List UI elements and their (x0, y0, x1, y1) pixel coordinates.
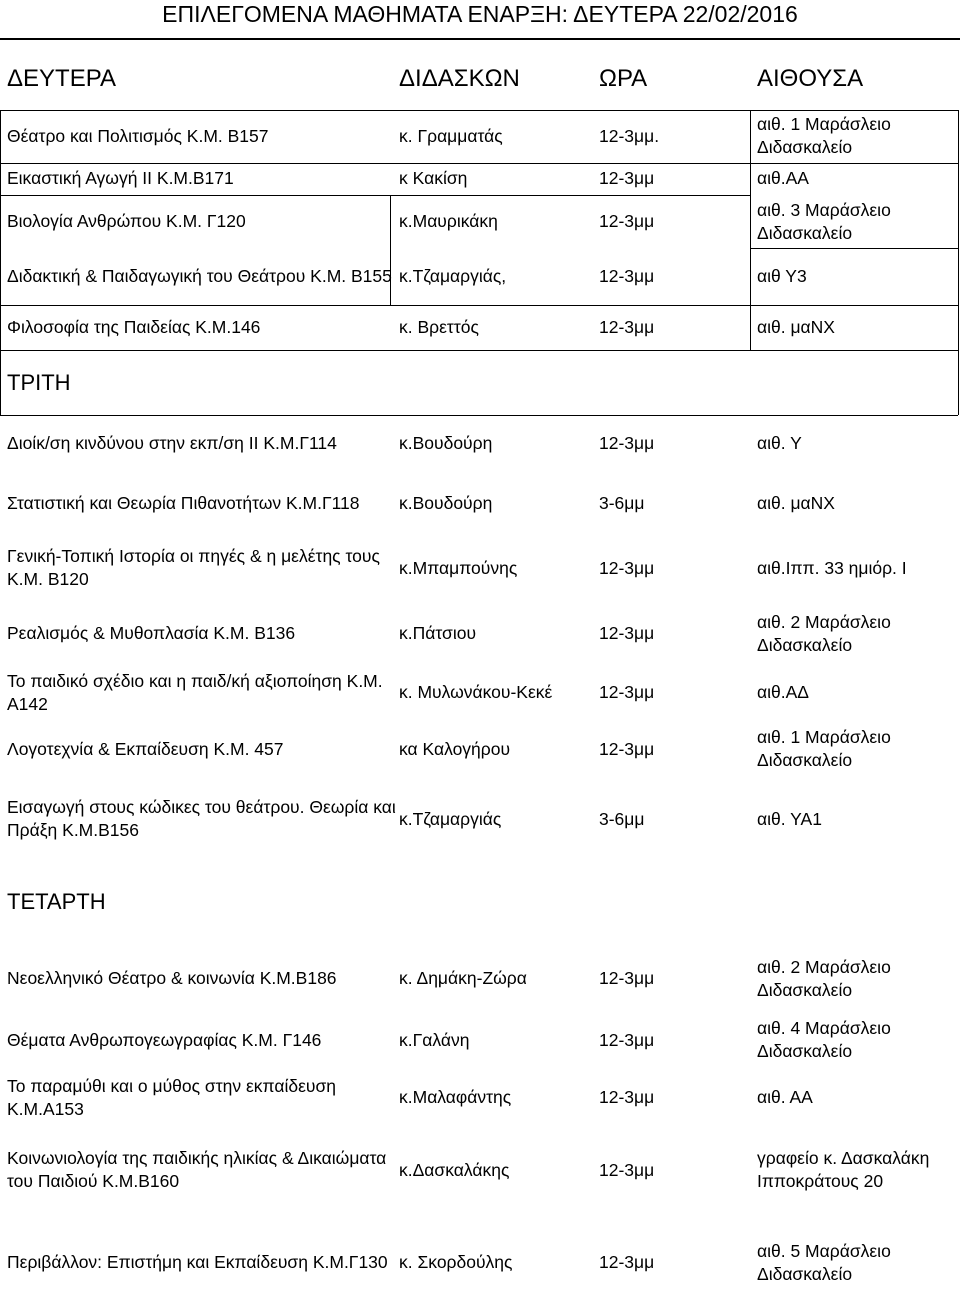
time-cell: 12-3μμ (599, 682, 655, 702)
room-cell: αιθ.Ιππ. 33 ημιόρ. Ι (757, 557, 907, 578)
row-divider (750, 248, 958, 249)
schedule-table (0, 110, 960, 1315)
time-cell: 12-3μμ (599, 168, 655, 188)
column-divider (0, 110, 1, 415)
table-row (0, 110, 960, 162)
time-cell: 12-3μμ (599, 433, 655, 453)
teacher-cell: κα Καλογήρου (399, 738, 511, 759)
teacher-cell: κ. Βρεττός (399, 317, 479, 337)
course-cell: Εισαγωγή στους κώδικες του θεάτρου. Θεωρία και Πράξη Κ.Μ.Β156 (7, 797, 396, 840)
time-cell: 12-3μμ (599, 557, 655, 578)
table-row (0, 778, 960, 860)
header-day: ΔΕΥΤΕΡΑ (7, 65, 116, 92)
time-cell: 3-6μμ (599, 808, 645, 829)
room-cell: γραφείο κ. Δασκαλάκη Ιπποκράτους 20 (757, 1148, 930, 1191)
course-cell: Στατιστική και Θεωρία Πιθανοτήτων Κ.Μ.Γ118 (7, 492, 360, 513)
room-cell: αιθ Υ3 (757, 266, 807, 286)
time-cell: 12-3μμ (599, 1159, 655, 1180)
table-row (0, 720, 960, 778)
room-cell: αιθ.ΑΑ (757, 168, 809, 188)
teacher-cell: κ.Βουδούρη (399, 492, 493, 513)
table-row (0, 665, 960, 720)
room-cell: αιθ. μαΝΧ (757, 492, 835, 513)
room-cell: αιθ. 1 Μαράσλειο Διδασκαλείο (757, 114, 891, 157)
table-row (0, 602, 960, 665)
table-row (0, 942, 960, 1015)
course-cell: Εικαστική Αγωγή ΙΙ Κ.Μ.Β171 (7, 168, 234, 188)
time-cell: 12-3μμ (599, 623, 655, 643)
room-cell: αιθ. 1 Μαράσλειο Διδασκαλείο (757, 727, 891, 770)
time-cell: 12-3μμ (599, 211, 655, 231)
table-row (0, 1130, 960, 1210)
course-cell: Κοινωνιολογία της παιδικής ηλικίας & Δικαιώματα του Παιδιού Κ.Μ.Β160 (7, 1148, 387, 1191)
row-divider (0, 305, 958, 306)
time-cell: 12-3μμ (599, 1087, 655, 1107)
table-row (0, 195, 960, 248)
row-divider (0, 350, 958, 351)
table-row (0, 472, 960, 534)
teacher-cell: κ.Βουδούρη (399, 433, 493, 453)
row-divider (0, 163, 958, 164)
course-cell: Νεοελληνικό Θέατρο & κοινωνία Κ.Μ.Β186 (7, 968, 337, 988)
time-cell: 3-6μμ (599, 492, 645, 513)
section-label: ΤΡΙΤΗ (7, 370, 71, 395)
row-divider (0, 110, 958, 111)
teacher-cell: κ.Μαλαφάντης (399, 1087, 512, 1107)
course-cell: Θέατρο και Πολιτισμός Κ.Μ. Β157 (7, 125, 269, 146)
teacher-cell: κ. Γραμματάς (399, 125, 503, 146)
teacher-cell: κ. Δημάκη-Ζώρα (399, 968, 527, 988)
teacher-cell: κ Κακίση (399, 168, 468, 188)
table-row (0, 1210, 960, 1315)
room-cell: αιθ. 4 Μαράσλειο Διδασκαλείο (757, 1018, 891, 1061)
time-cell: 12-3μμ (599, 266, 655, 286)
table-row (0, 162, 960, 195)
room-cell: αιθ. μαΝΧ (757, 317, 835, 337)
teacher-cell: κ.Τζαμαργιάς, (399, 266, 507, 286)
column-divider (750, 110, 751, 350)
course-cell: Θέματα Ανθρωπογεωγραφίας Κ.Μ. Γ146 (7, 1029, 322, 1050)
course-cell: Διδακτική & Παιδαγωγική του Θεάτρου Κ.Μ. Β155 (7, 266, 392, 286)
time-cell: 12-3μμ (599, 968, 655, 988)
room-cell: αιθ. ΥΑ1 (757, 808, 822, 829)
section-row (0, 350, 960, 415)
time-cell: 12-3μμ (599, 317, 655, 337)
course-cell: Φιλοσοφία της Παιδείας Κ.Μ.146 (7, 317, 261, 337)
course-cell: Το παραμύθι και ο μύθος στην εκπαίδευση Κ.Μ.Α153 (7, 1075, 337, 1119)
time-cell: 12-3μμ. (599, 125, 660, 146)
teacher-cell: κ. Σκορδούλης (399, 1252, 513, 1272)
column-divider (958, 110, 959, 415)
room-cell: αιθ. 2 Μαράσλειο Διδασκαλείο (757, 611, 891, 655)
time-cell: 12-3μμ (599, 1252, 655, 1272)
page-title: ΕΠΙΛΕΓΟΜΕΝΑ ΜΑΘΗΜΑΤΑ ΕΝΑΡΞΗ: ΔΕΥΤΕΡΑ 22/02/2016 (162, 1, 798, 27)
course-cell: Διοίκ/ση κινδύνου στην εκπ/ση ΙΙ Κ.Μ.Γ114 (7, 433, 337, 453)
time-cell: 12-3μμ (599, 1029, 655, 1050)
course-cell: Λογοτεχνία & Εκπαίδευση Κ.Μ. 457 (7, 738, 284, 759)
header-room: ΑΙΘΟΥΣΑ (757, 65, 864, 92)
teacher-cell: κ.Μπαμπούνης (399, 557, 518, 578)
header-teacher: ΔΙΔΑΣΚΩΝ (399, 65, 520, 92)
teacher-cell: κ.Πάτσιου (399, 623, 477, 643)
room-cell: αιθ. ΑΑ (757, 1087, 813, 1107)
course-cell: Ρεαλισμός & Μυθοπλασία Κ.Μ. Β136 (7, 623, 296, 643)
column-divider (390, 195, 391, 305)
course-cell: Περιβάλλον: Επιστήμη και Εκπαίδευση Κ.Μ.Γ130 (7, 1252, 388, 1272)
header-time: ΩΡΑ (599, 65, 648, 92)
table-row (0, 1065, 960, 1130)
course-cell: Το παιδικό σχέδιο και η παιδ/κή αξιοποίηση Κ.Μ. Α142 (7, 670, 383, 714)
table-row (0, 248, 960, 305)
teacher-cell: κ. Μυλωνάκου-Κεκέ (399, 682, 553, 702)
teacher-cell: κ.Μαυρικάκη (399, 211, 498, 231)
teacher-cell: κ.Τζαμαργιάς (399, 808, 502, 829)
row-divider (0, 195, 750, 196)
room-cell: αιθ. 5 Μαράσλειο Διδασκαλείο (757, 1240, 891, 1284)
table-row (0, 305, 960, 350)
table-header (0, 38, 960, 110)
room-cell: αιθ. 2 Μαράσλειο Διδασκαλείο (757, 956, 891, 1000)
table-row (0, 534, 960, 602)
room-cell: αιθ.ΑΔ (757, 682, 809, 702)
time-cell: 12-3μμ (599, 738, 655, 759)
teacher-cell: κ.Δασκαλάκης (399, 1159, 510, 1180)
section-row (0, 860, 960, 942)
room-cell: αιθ. Υ (757, 433, 802, 453)
table-row (0, 1015, 960, 1065)
course-cell: Βιολογία Ανθρώπου Κ.Μ. Γ120 (7, 211, 246, 231)
course-cell: Γενική-Τοπική Ιστορία οι πηγές & η μελέτης τους Κ.Μ. Β120 (7, 546, 380, 589)
row-divider (0, 415, 958, 416)
teacher-cell: κ.Γαλάνη (399, 1029, 470, 1050)
room-cell: αιθ. 3 Μαράσλειο Διδασκαλείο (757, 199, 891, 243)
table-row (0, 415, 960, 472)
section-label: ΤΕΤΑΡΤΗ (7, 888, 106, 914)
